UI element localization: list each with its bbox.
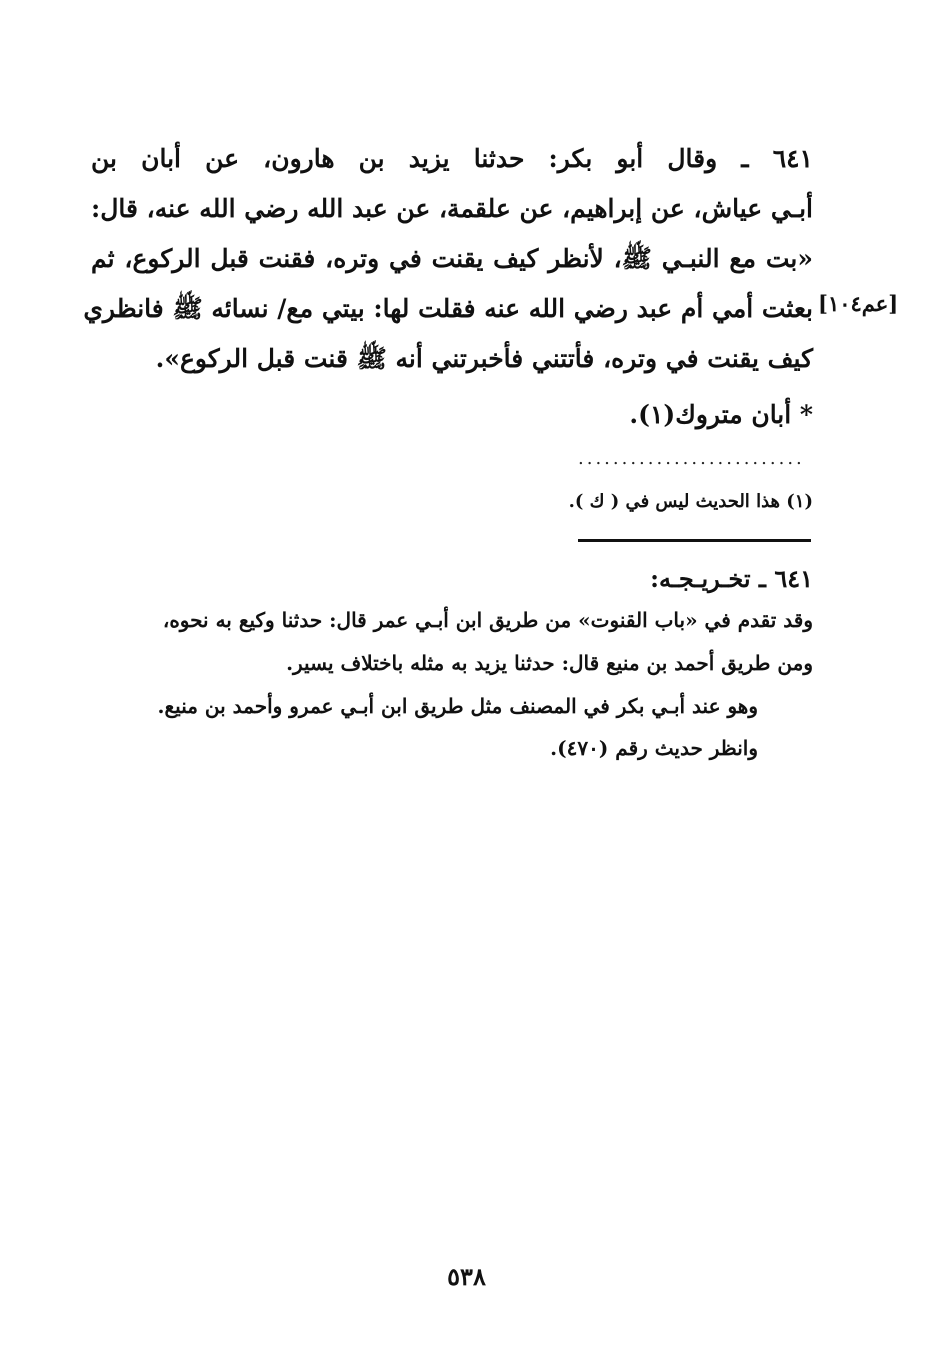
section-divider [578, 539, 811, 542]
takhrij-line: وقد تقدم في «باب القنوت» من طريق ابن أبـي عمر قال: حدثنا وكيع به نحوه، [162, 608, 813, 632]
hadith-line: بعثت أمي أم عبد رضي الله عنه فقلت لها: بيتي مع/ نسائه ﷺ فانظري [83, 294, 813, 323]
takhrij-line: وهو عند أبـي بكر في المصنف مثل طريق ابن أبـي عمرو وأحمد بن منيع. [157, 694, 758, 718]
footnote: (١) هذا الحديث ليس في ( ك ). [568, 491, 813, 512]
hadith-line: كيف يقنت في وتره، فأتتني فأخبرتني أنه ﷺ قنت قبل الركوع». [155, 344, 813, 373]
takhrij-line: ومن طريق أحمد بن منيع قال: حدثنا يزيد به مثله باختلاف يسير. [286, 651, 813, 675]
hadith-line: أبـي عياش، عن إبراهيم، عن علقمة، عن عبد الله رضي الله عنه، قال: [91, 194, 813, 223]
takhrij-heading: ٦٤١ ـ تخـريـجـه: [650, 564, 813, 593]
hadith-grade: * أبان متروك(١). [629, 400, 813, 429]
page-number: ٥٣٨ [447, 1262, 486, 1291]
hadith-line: ٦٤١ ـ وقال أبو بكر: حدثنا يزيد بن هارون، عن أبان بن [91, 144, 813, 173]
manuscript-margin-reference: [عم١٠٤] [818, 291, 899, 316]
hadith-line: «بت مع النبـي ﷺ، لأنظر كيف يقنت في وتره، فقنت قبل الركوع، ثم [91, 244, 813, 273]
footnote-separator: .......................... [578, 448, 805, 468]
takhrij-line: وانظر حديث رقم (٤٧٠). [550, 736, 758, 760]
